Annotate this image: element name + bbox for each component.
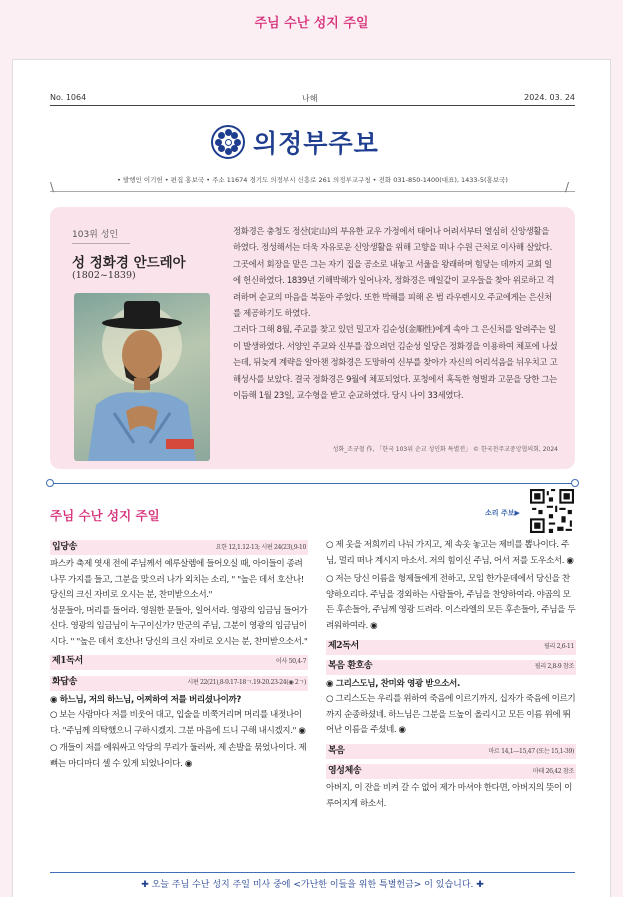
slash-icon: /	[565, 180, 570, 194]
psalm-reference: 시편 22(21),8-9.17-18ㄱ.19-20.23-24(◉ 2ㄱ)	[187, 679, 306, 687]
saint-years: (1802~1839)	[72, 270, 136, 281]
psalm-verse: ○ 보는 사람마다 저를 비웃어 대고, 입술을 비쭉거리며 머리를 내젓나이다. "주님께 의탁했으니 구하시겠지. 그분 마음에 드니 구해 내시겠지." ◉	[50, 710, 306, 736]
psalm-verse: ○ 저는 당신 이름을 형제들에게 전하고, 모임 한가운데에서 당신을 찬양하오리다. 주님을 경외하는 사람들아, 주님을 찬양하여라. 야곱의 모든 후손들아, 주님께 영광 드려라. 이스라엘의 모든 후손들아, 주님을 두려워하여라. ◉	[326, 574, 576, 631]
gospel-reference: 마르 14,1—15,47 (또는 15,1-39)	[488, 747, 574, 755]
first-reading-heading	[50, 655, 308, 670]
psalm-response: ◉ 하느님, 저의 하느님, 어찌하여 저를 버리셨나이까?	[50, 694, 241, 705]
first-reading-label: 제1독서	[52, 656, 83, 667]
entrance-label: 입당송	[52, 541, 77, 552]
saint-portrait-illustration	[74, 293, 210, 461]
second-reading-reference: 필리 2,6-11	[543, 643, 574, 651]
issue-date: 2024. 03. 24	[524, 93, 575, 102]
entrance-text: 파스카 축제 엿새 전에 주님께서 예루살렘에 들어오실 때, 아이들이 종려나무 가지를 들고, 그분을 맞으러 나가 외치는 소리, " "높은 데서 호산나! 당신의 크신 자비로 오시는 분, 찬미받으소서."	[50, 559, 304, 601]
saint-name: 성 정화경 안드레아	[72, 255, 186, 271]
divider-dot	[46, 479, 54, 487]
saint-biography	[233, 223, 558, 403]
header-divider	[50, 105, 575, 106]
communion-reference: 마태 26,42 참조	[532, 767, 574, 775]
audio-bulletin-link[interactable]: 소리 주보▶	[485, 509, 520, 517]
publisher-info: • 발행인 이기헌 • 편집 홍보국 • 주소 11674 경기도 의정부시 신흥로 261 의정부교구청 • 전화 031-850-1400(대표), 1433-5(홍보국)	[117, 176, 508, 184]
psalm-label: 화답송	[52, 677, 77, 688]
saint-portrait	[74, 293, 210, 461]
bulletin-page	[12, 59, 611, 897]
communion-heading	[326, 764, 576, 779]
saint-panel	[50, 207, 575, 469]
artwork-credit: 성화_조규철 作, 「한국 103위 순교 성인화 특별전」 © 한국천주교중앙협의회, 2024	[332, 446, 558, 453]
second-reading-heading	[326, 640, 576, 655]
slash-icon: \	[50, 180, 55, 194]
liturgical-year: 나해	[302, 94, 318, 103]
page-heading: 주님 수난 성지 주일	[254, 16, 369, 31]
first-reading-reference: 이사 50,4-7	[275, 658, 306, 666]
bio-paragraph: 정화경은 충청도 정산(定山)의 부유한 교우 가정에서 태어나 어려서부터 열심히 신앙생활을 하였다. 정성해서는 더욱 자유로운 신앙생활을 위해 고향을 떠나 수원 근처로 이사해 살았다. 그곳에서 회장을 맡은 그는 자기 집을 공소로 내놓고 서울을 왕래하며 힘닿는 데까지 교회 일에 헌신하였다. 1839년 기해박해가 일어나자, 정화경은 매일같이 교우들을 찾아 위로하고 격려하며 순교의 마음을 북돋아 주었다. 또한 박해를 피해 온 범 라우렌시오 주교에게는 은신처를 제공하기도 하였다.	[233, 226, 555, 319]
divider-dot	[571, 479, 579, 487]
entrance-antiphon-heading	[50, 540, 308, 555]
diocese-logo-icon	[211, 125, 245, 159]
gospel-heading	[326, 744, 576, 759]
gospel-label: 복음	[328, 745, 345, 756]
special-collection-notice: ✚ 오늘 주님 수난 성지 주일 미사 중에 <가난한 이들을 위한 특별헌금> 이 있습니다. ✚	[50, 872, 575, 890]
second-reading-label: 제2독서	[328, 641, 359, 652]
issue-number: No. 1064	[50, 93, 87, 102]
communion-label: 영성체송	[328, 765, 362, 776]
saint-tag: 103위 성인	[72, 227, 130, 244]
section-divider	[50, 483, 575, 484]
acclamation-response: ◉ 그리스도님, 찬미와 영광 받으소서.	[326, 678, 460, 689]
communion-text: 아버지, 이 잔을 비켜 갈 수 없어 제가 마셔야 한다면, 아버지의 뜻이 이루어지게 하소서.	[326, 782, 572, 809]
masthead	[211, 122, 379, 162]
liturgy-column-right	[326, 538, 576, 812]
psalm-verse: ○ 제 옷을 저희끼리 나눠 가지고, 제 속옷 놓고는 제비를 뽑나이다. 주님, 멀리 떠나 계시지 마소서. 저의 힘이신 주님, 어서 저를 도우소서. ◉	[326, 540, 574, 566]
psalm-heading	[50, 676, 308, 691]
qr-code-icon[interactable]	[530, 489, 574, 533]
entrance-text-continued: 성문들아, 머리를 들어라. 영원한 문들아, 일어서라. 영광의 임금님 들어가신다. 영광의 임금님이 누구이신가? 만군의 주님, 그분이 영광의 임금님이시다. " "높은 데서 호산나! 당신의 크신 자비로 오시는 분, 찬미받으소서."	[50, 605, 308, 647]
section-title: 주님 수난 성지 주일	[50, 508, 160, 523]
entrance-reference: 요한 12,1.12-13; 시편 24(23),9-10	[215, 543, 306, 551]
acclamation-verse: ○ 그리스도는 우리를 위하여 죽음에 이르기까지, 십자가 죽음에 이르기까지 순종하셨네. 하느님은 그분을 드높이 올리시고 모든 이름 위에 뛰어난 이름을 주셨네. ◉	[326, 694, 576, 736]
psalm-verse: ○ 개들이 저를 에워싸고 악당의 무리가 둘러싸, 제 손발을 묶었나이다. 제 뼈는 마디마디 셀 수 있게 되었나이다. ◉	[50, 743, 307, 769]
bio-paragraph: 그러다 그해 8월, 주교를 찾고 있던 밀고자 김순성(金順性)에게 속아 그 은신처를 알려주는 일이 발생하였다. 서양인 주교와 신부를 잡으려던 김순성 일당은 정화경을 이용하여 체포에 나섰는데, 뒤늦게 계략을 알아챈 정화경은 도망하여 신부를 찾아가 자신의 어리석음을 뉘우치고 고해성사를 보았다. 결국 정화경은 9월에 체포되었다. 포청에서 혹독한 형벌과 고문을 당한 그는 이듬해 1월 23일, 교수형을 받고 순교하였다. 당시 나이 33세였다.	[233, 324, 558, 401]
gospel-acclamation-heading	[326, 660, 576, 675]
paper-name: 의정부주보	[253, 129, 379, 158]
gospel-acclamation-label: 복음 환호송	[328, 661, 373, 672]
gospel-acclamation-reference: 필리 2,8-9 참조	[534, 663, 574, 671]
info-divider	[50, 191, 575, 192]
liturgy-column-left	[50, 538, 308, 773]
